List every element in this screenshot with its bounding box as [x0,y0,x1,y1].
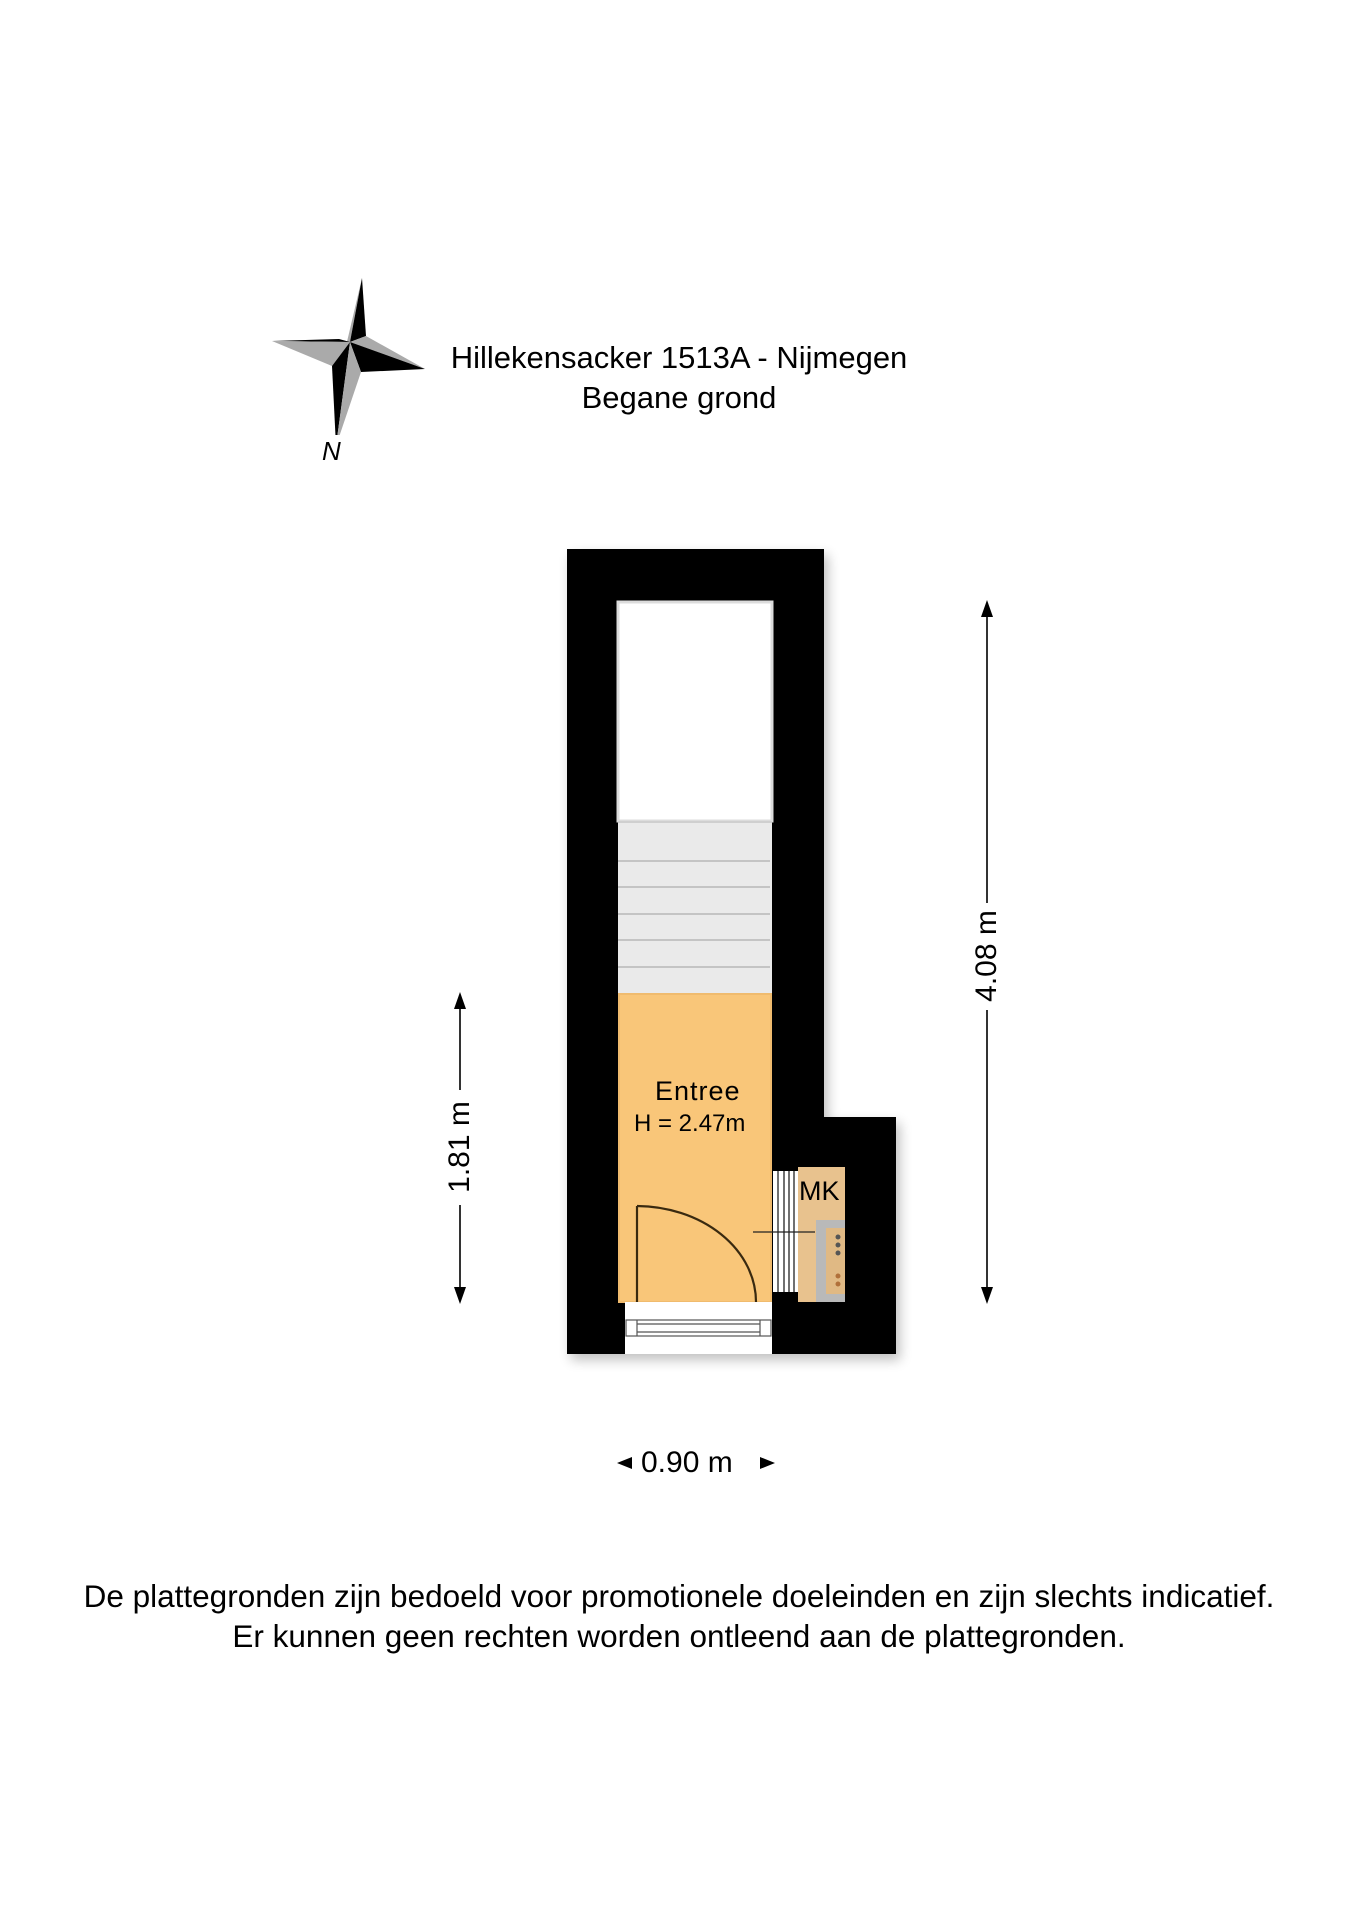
page-title: Hillekensacker 1513A - Nijmegen [450,340,908,375]
dimension-label-entree-length: 1.81 m [445,1095,475,1199]
front-door-threshold [625,1302,772,1354]
floor-name: Begane grond [581,380,777,415]
room-height-entree: H = 2.47m [634,1110,746,1137]
compass-north-label: N [322,436,341,466]
disclaimer-line-1: De plattegronden zijn bedoeld voor promotionele doeleinden en zijn slechts indicatief. [83,1578,1275,1614]
dimension-label-total-length: 4.08 m [972,904,1002,1008]
entree-floor [618,993,772,1303]
room-label-entree: Entree [655,1076,741,1106]
disclaimer-line-2: Er kunnen geen rechten worden ontleend aan de plattegronden. [232,1618,1126,1654]
room-label-mk: MK [799,1176,840,1206]
dimension-label-width: 0.90 m [641,1446,733,1479]
stairwell-void [618,602,772,821]
stairs [618,821,772,993]
